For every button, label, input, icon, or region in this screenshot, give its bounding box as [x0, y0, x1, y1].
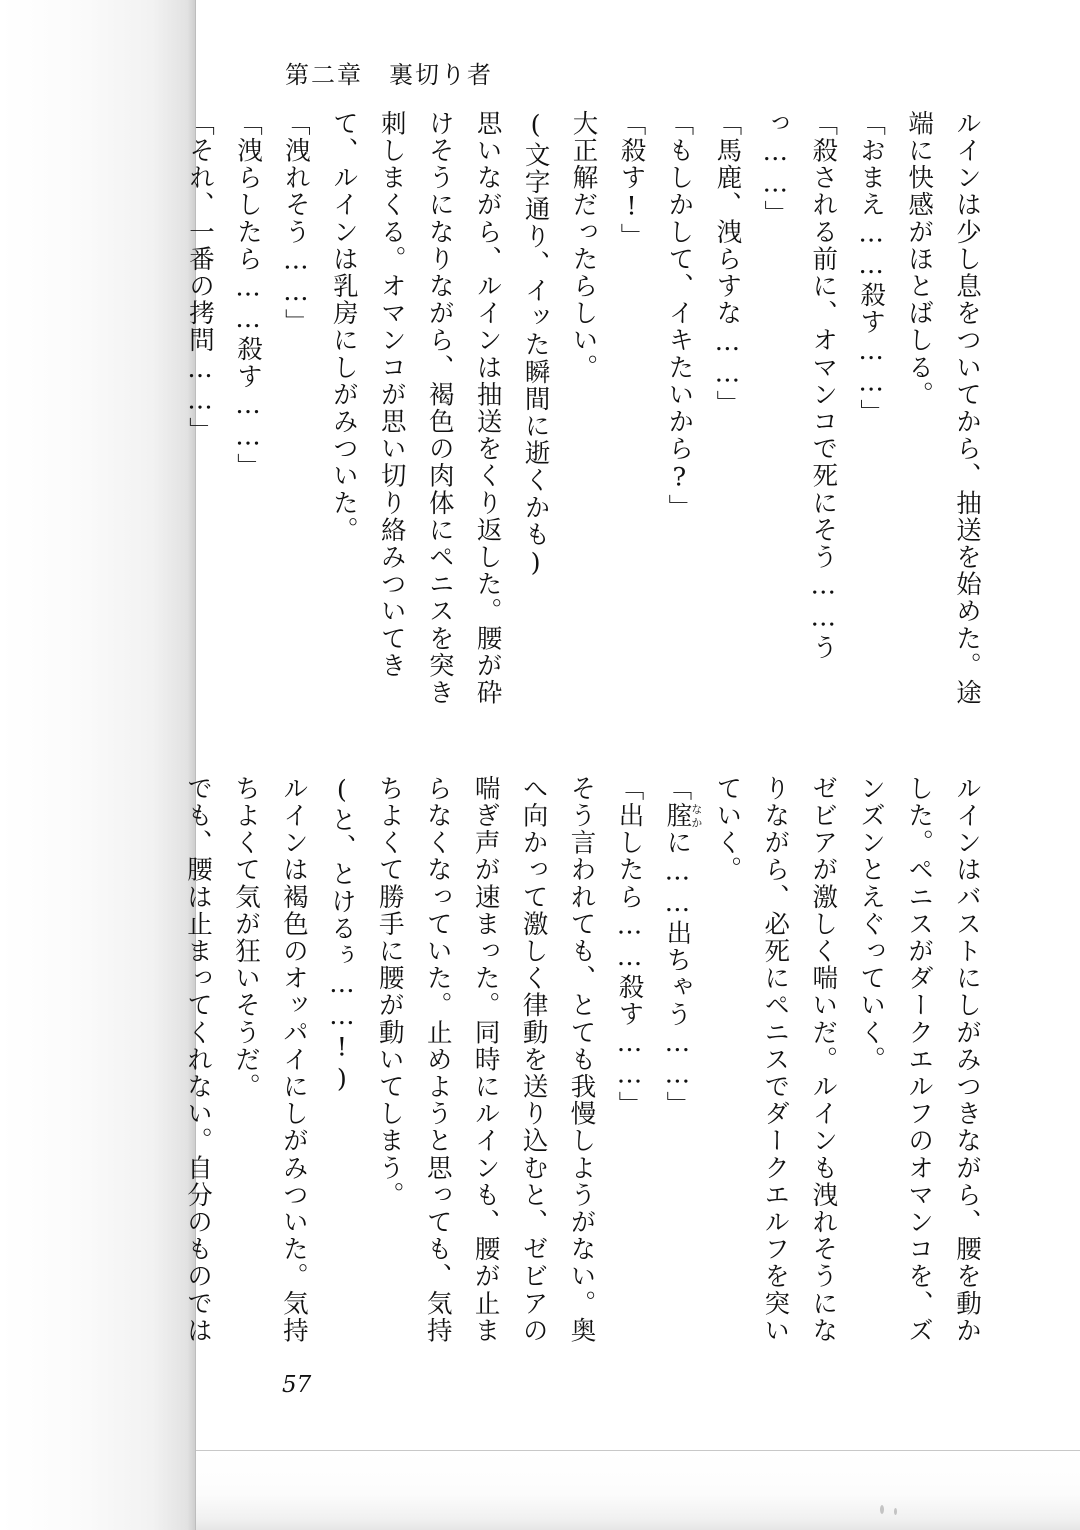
paragraph: でも、腰は止まってくれない。自分のものでは — [183, 775, 213, 1345]
paragraph: (と、とけるぅ……!) — [326, 775, 357, 1096]
paragraph: 「もしかして、イキたいから?」 — [664, 110, 695, 521]
paragraph: 「それ、一番の拷問……」 — [185, 110, 215, 445]
paragraph: 思いながら、ルインは抽送をくり返した。腰が砕けそうになりながら、褐色の肉体にペニスを突き刺しまくる。オマンコが思い切り絡みついてきて、ルインは乳房にしがみついた。 — [328, 110, 503, 707]
ruby-annotation: 腟なか — [662, 802, 703, 830]
paragraph: 「出したら……殺す……」 — [614, 775, 645, 1119]
paragraph: 「殺す!」 — [616, 110, 647, 250]
paragraph: 「おまえ……殺す……」 — [856, 110, 887, 427]
body-text-top-block — [175, 110, 990, 730]
chapter-header: 第二章 裏切り者 — [285, 61, 493, 89]
page-bottom-scan-edge — [196, 1450, 1080, 1530]
paragraph: 「馬鹿、洩らすな……」 — [712, 110, 743, 418]
scan-speck — [880, 1505, 884, 1514]
body-text-bottom-block — [173, 775, 990, 1360]
paragraph: 大正解だったらしい。 — [568, 110, 599, 381]
page-left-scan-edge — [0, 0, 196, 1530]
paragraph: 「殺される前に、オマンコで死にそう……うっ……」 — [760, 110, 839, 661]
scan-speck — [894, 1508, 897, 1515]
paragraph-with-ruby: 「腟なかに……出ちゃう……」 — [662, 775, 703, 1119]
paragraph: 「洩れそう……」 — [280, 110, 311, 336]
page-number: 57 — [282, 1372, 312, 1398]
paragraph: ルインは褐色のオッパイにしがみついた。気持ちよくて気が狂いそうだ。 — [230, 775, 309, 1345]
paragraph: (文字通り、イッた瞬間に逝くかも) — [520, 110, 551, 580]
paragraph: ルインはバストにしがみつきながら、腰を動かした。ペニスがダークエルフのオマンコを、ズンズンとえぐっていく。 — [856, 775, 982, 1345]
paragraph: ゼビアが激しく喘いだ。ルインも洩れそうになりながら、必死にペニスでダークエルフを突いていく。 — [712, 775, 839, 1345]
paragraph: そう言われても、とても我慢しようがない。奥へ向かって激しく律動を送り込むと、ゼビアの喘ぎ声が速まった。同時にルインも、腰が止まらなくなっていた。止めようと思っても、気持ちよくて勝手に腰が動いてしまう。 — [374, 775, 597, 1345]
paragraph: 「洩らしたら……殺す……」 — [232, 110, 263, 481]
paragraph: ルインは少し息をついてから、抽送を始めた。途端に快感がほとばしる。 — [904, 110, 982, 707]
